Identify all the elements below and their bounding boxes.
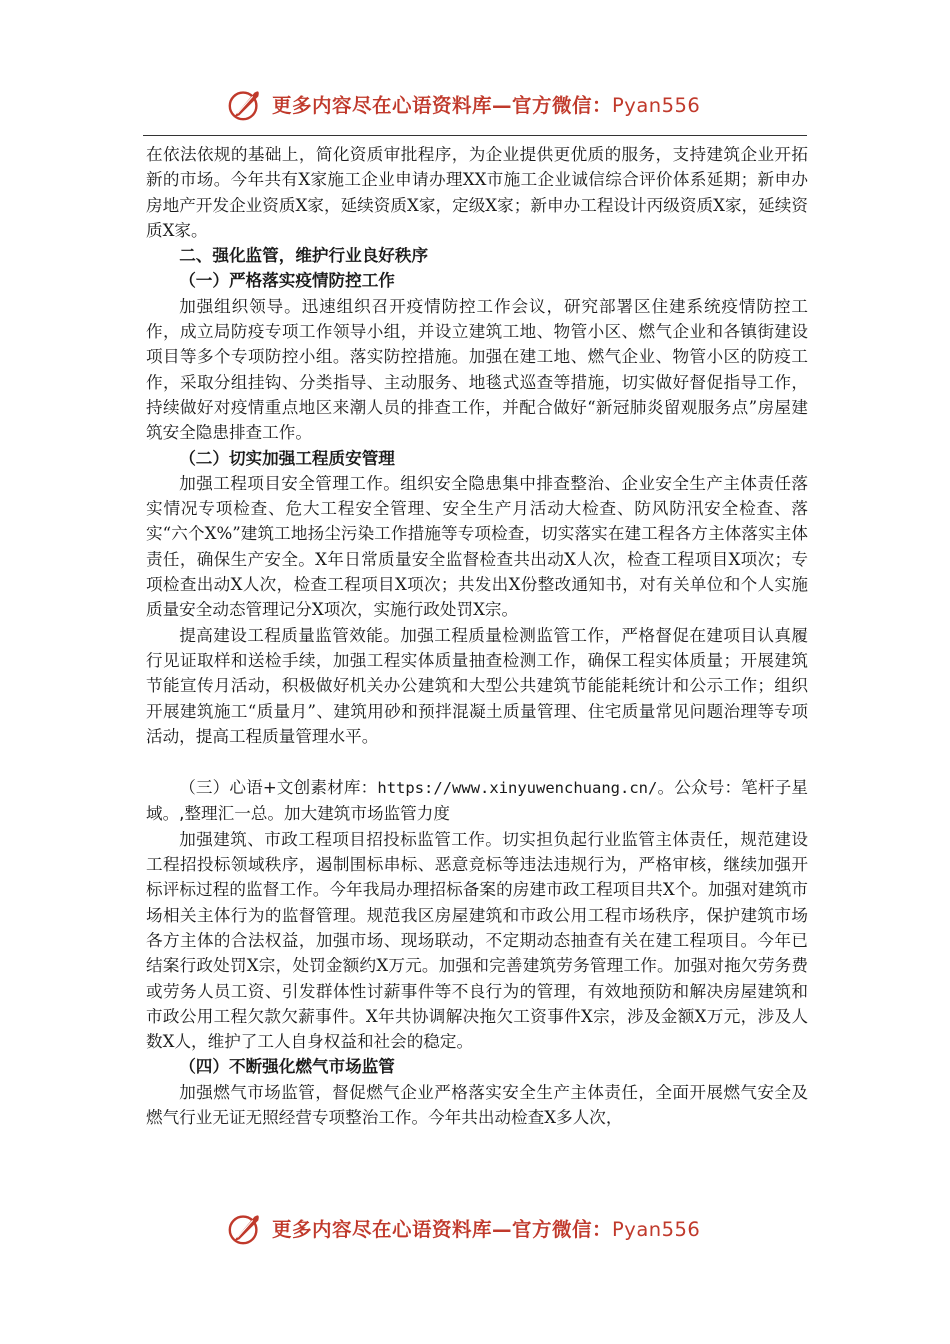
subsection-heading-2-2: （二）切实加强工程质安管理 <box>179 448 395 468</box>
subsection-heading-2-4: （四）不断强化燃气市场监管 <box>179 1057 395 1077</box>
subsection-heading-2-1: （一）严格落实疫情防控工作 <box>179 271 395 291</box>
header-divider <box>143 135 807 136</box>
header-watermark <box>226 82 746 126</box>
document-body <box>146 142 808 1130</box>
paragraph-6: 加强燃气市场监管，督促燃气企业严格落实安全生产主体责任，全面开展燃气安全及燃气行业无证无照经营专项整治工作。今年共出动检查X多人次， <box>146 1082 808 1127</box>
heading-2-3-url: https://www.xinyuwenchuang.cn/ <box>377 779 658 798</box>
blank-line <box>146 749 808 775</box>
section-heading-2: 二、强化监管，维护行业良好秩序 <box>179 246 429 266</box>
quill-logo-icon <box>226 85 264 123</box>
heading-2-3-suffix: 。公众号：笔杆子星域。,整理汇一总。加大建筑市场监管力度 <box>146 778 808 824</box>
quill-logo-icon <box>226 1209 264 1247</box>
paragraph-2: 加强组织领导。迅速组织召开疫情防控工作会议，研究部署区住建系统疫情防控工作，成立局防疫专项工作领导小组，并设立建筑工地、物管小区、燃气企业和各镇街建设项目等多个专项防控小组。落实防控措施。加强在建工地、燃气企业、物管小区的防疫工作，采取分组挂钩、分类指导、主动服务、地毯式巡查等措施，切实做好督促指导工作，持续做好对疫情重点地区来潮人员的排查工作，并配合做好“新冠肺炎留观服务点”房屋建筑安全隐患排查工作。 <box>146 296 808 443</box>
watermark-wechat-id: Pyan556 <box>612 1218 701 1241</box>
heading-2-3-prefix: （三）心语+文创素材库： <box>179 778 378 798</box>
watermark-label: 更多内容尽在心语资料库—官方微信： <box>272 94 613 117</box>
paragraph-3: 加强工程项目安全管理工作。组织安全隐患集中排查整治、企业安全生产主体责任落实情况专项检查、危大工程安全管理、安全生产月活动大检查、防风防汛安全检查、落实“六个X%”建筑工地扬尘污染工作措施等专项检查，切实落实在建工程各方主体落实主体责任，确保生产安全。X年日常质量安全监督检查共出动X人次，检查工程项目X项次；专项检查出动X人次，检查工程项目X项次；共发出X份整改通知书，对有关单位和个人实施质量安全动态管理记分X项次，实施行政处罚X宗。 <box>146 473 808 620</box>
paragraph-1: 在依法依规的基础上，简化资质审批程序，为企业提供更优质的服务，支持建筑企业开拓新的市场。今年共有X家施工企业申请办理XX市施工企业诚信综合评价体系延期；新申办房地产开发企业资质X家，延续资质X家，定级X家；新申办工程设计丙级资质X家，延续资质X家。 <box>146 145 808 240</box>
subsection-heading-2-3 <box>146 775 808 827</box>
watermark-wechat-id: Pyan556 <box>612 94 701 117</box>
paragraph-4: 提高建设工程质量监管效能。加强工程质量检测监管工作，严格督促在建项目认真履行见证取样和送检手续，加强工程实体质量抽查检测工作，确保工程实体质量；开展建筑节能宣传月活动，积极做好机关办公建筑和大型公共建筑节能能耗统计和公示工作；组织开展建筑施工“质量月”、建筑用砂和预拌混凝土质量管理、住宅质量常见问题治理等专项活动，提高工程质量管理水平。 <box>146 625 808 746</box>
footer-watermark <box>226 1206 746 1250</box>
watermark-text <box>272 1214 700 1242</box>
watermark-label: 更多内容尽在心语资料库—官方微信： <box>272 1218 613 1241</box>
paragraph-5: 加强建筑、市政工程项目招投标监管工作。切实担负起行业监管主体责任，规范建设工程招投标领域秩序，遏制围标串标、恶意竞标等违法违规行为，严格审核，继续加强开标评标过程的监督工作。今年我局办理招标备案的房建市政工程项目共X个。加强对建筑市场相关主体行为的监督管理。规范我区房屋建筑和市政公用工程市场秩序，保护建筑市场各方主体的合法权益，加强市场、现场联动，不定期动态抽查有关在建工程项目。今年已结案行政处罚X宗，处罚金额约X万元。加强和完善建筑劳务管理工作。加强对拖欠劳务费或劳务人员工资、引发群体性讨薪事件等不良行为的管理，有效地预防和解决房屋建筑和市政公用工程欠款欠薪事件。X年共协调解决拖欠工资事件X宗，涉及金额X万元，涉及人数X人，维护了工人自身权益和社会的稳定。 <box>146 829 808 1052</box>
watermark-text <box>272 90 700 118</box>
